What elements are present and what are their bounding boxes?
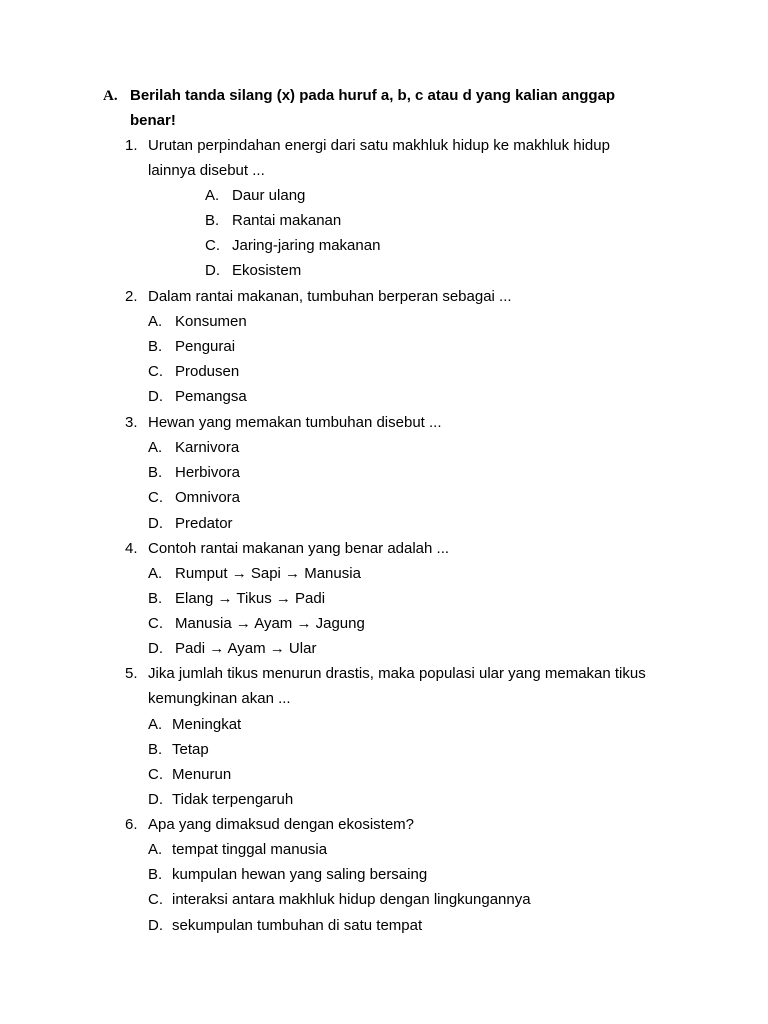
option-text: Jaring-jaring makanan	[232, 237, 381, 254]
section-instruction-continued: benar!	[130, 112, 176, 129]
question-text-continued: kemungkinan akan ...	[148, 690, 291, 707]
option-letter[interactable]: B.	[148, 338, 163, 355]
option-text: Tetap	[172, 741, 209, 758]
question-number: 1.	[125, 137, 138, 154]
option-text: sekumpulan tumbuhan di satu tempat	[172, 917, 423, 934]
question-number: 5.	[125, 665, 138, 682]
question-number: 2.	[125, 288, 138, 305]
option-text: Meningkat	[172, 716, 242, 733]
option-letter[interactable]: B.	[148, 464, 163, 481]
option-letter[interactable]: B.	[148, 741, 163, 758]
option-text: Herbivora	[175, 464, 241, 481]
option-letter[interactable]: C.	[148, 489, 163, 506]
question-number: 4.	[125, 540, 138, 557]
option-text: Karnivora	[175, 439, 240, 456]
option-letter[interactable]: B.	[205, 212, 220, 229]
option-letter[interactable]: B.	[148, 590, 163, 607]
option-text: Rantai makanan	[232, 212, 342, 229]
option-letter[interactable]: B.	[148, 866, 163, 883]
option-letter[interactable]: D.	[148, 917, 163, 934]
option-letter[interactable]: A.	[148, 841, 163, 858]
option-letter[interactable]: C.	[205, 237, 220, 254]
option-text: Pemangsa	[175, 388, 247, 405]
option-letter[interactable]: C.	[148, 363, 163, 380]
option-text: Predator	[175, 515, 233, 532]
question-text: Hewan yang memakan tumbuhan disebut ...	[148, 414, 442, 431]
question-text: Apa yang dimaksud dengan ekosistem?	[148, 816, 415, 833]
option-letter[interactable]: A.	[148, 716, 163, 733]
question-number: 6.	[125, 816, 138, 833]
question-text: Contoh rantai makanan yang benar adalah ...	[148, 540, 450, 557]
option-text: tempat tinggal manusia	[172, 841, 328, 858]
question-number: 3.	[125, 414, 138, 431]
option-letter[interactable]: D.	[148, 388, 163, 405]
option-letter[interactable]: D.	[205, 262, 220, 279]
option-letter[interactable]: A.	[205, 187, 220, 204]
option-letter[interactable]: A.	[148, 313, 163, 330]
section-letter: A.	[103, 88, 118, 104]
option-letter[interactable]: C.	[148, 891, 163, 908]
option-text: Daur ulang	[232, 187, 306, 204]
option-text: Pengurai	[175, 338, 236, 355]
option-text: Ekosistem	[232, 262, 302, 279]
option-text: Konsumen	[175, 313, 247, 330]
option-text: kumpulan hewan yang saling bersaing	[172, 866, 428, 883]
option-text: Menurun	[172, 766, 232, 783]
option-text: Produsen	[175, 363, 240, 380]
option-text: Manusia → Ayam → Jagung	[175, 615, 365, 632]
option-letter[interactable]: D.	[148, 791, 163, 808]
option-letter[interactable]: C.	[148, 615, 163, 632]
option-text: Omnivora	[175, 489, 241, 506]
option-text: Rumput → Sapi → Manusia	[175, 565, 361, 582]
question-text: Urutan perpindahan energi dari satu makhluk hidup ke makhluk hidup	[148, 137, 610, 154]
option-text: Elang → Tikus → Padi	[175, 590, 326, 607]
option-letter[interactable]: A.	[148, 439, 163, 456]
section-instruction: Berilah tanda silang (x) pada huruf a, b, c atau d yang kalian anggap	[130, 87, 616, 104]
option-letter[interactable]: A.	[148, 565, 163, 582]
option-text: interaksi antara makhluk hidup dengan lingkungannya	[172, 891, 531, 908]
option-letter[interactable]: C.	[148, 766, 163, 783]
option-text: Padi → Ayam → Ular	[175, 640, 317, 657]
question-text: Jika jumlah tikus menurun drastis, maka populasi ular yang memakan tikus	[148, 665, 646, 682]
question-text: Dalam rantai makanan, tumbuhan berperan sebagai ...	[148, 288, 512, 305]
option-letter[interactable]: D.	[148, 640, 163, 657]
option-text: Tidak terpengaruh	[172, 791, 294, 808]
question-text-continued: lainnya disebut ...	[148, 162, 265, 179]
option-letter[interactable]: D.	[148, 515, 163, 532]
